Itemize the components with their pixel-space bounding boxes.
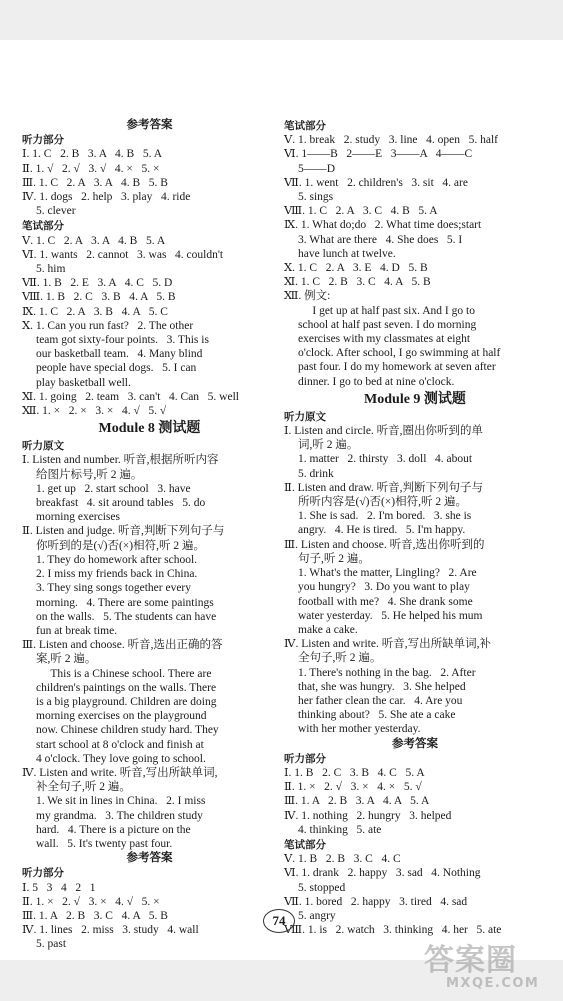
text-line: 给图片标号,听 2 遍。 xyxy=(36,468,143,481)
text-line: water yesterday. 5. He helped his mum xyxy=(298,609,483,622)
text-line: football with me? 4. She drank some xyxy=(298,595,473,608)
text-line: Ⅶ. 1. bored 2. happy 3. tired 4. sad xyxy=(284,895,468,908)
section-heading: 听力原文 xyxy=(284,410,326,423)
text-line: Ⅻ. 1. × 2. × 3. × 4. √ 5. √ xyxy=(22,405,167,418)
text-line: 句子,听 2 遍。 xyxy=(298,552,370,565)
text-line: Ⅱ. Listen and judge. 听音,判断下列句子与 xyxy=(22,525,225,538)
text-line: 3. What are there 4. She does 5. I xyxy=(298,233,463,246)
text-line: Ⅶ. 1. B 2. E 3. A 4. C 5. D xyxy=(22,277,173,290)
text-line: Ⅵ. 1. wants 2. cannot 3. was 4. couldn't xyxy=(22,248,224,261)
text-line: Ⅷ. 1. is 2. watch 3. thinking 4. her 5. ate xyxy=(284,924,502,937)
text-line: Ⅲ. 1. C 2. A 3. A 4. B 5. B xyxy=(22,176,168,189)
text-line: dinner. I go to bed at nine o'clock. xyxy=(298,375,455,388)
text-line: make a cake. xyxy=(298,623,358,636)
text-line: with her mother yesterday. xyxy=(298,723,421,736)
text-line: you hungry? 3. Do you want to play xyxy=(298,581,470,594)
text-line: morning exercises xyxy=(36,511,120,524)
text-line: wall. 5. It's twenty past four. xyxy=(36,837,173,850)
watermark-logo xyxy=(424,945,560,995)
text-line: Ⅲ. 1. A 2. B 3. C 4. A 5. B xyxy=(22,909,168,922)
text-line: 5. stopped xyxy=(298,881,346,894)
text-line: morning. 4. There are some paintings xyxy=(36,596,214,609)
text-line: Ⅺ. 1. C 2. B 3. C 4. A 5. B xyxy=(284,276,431,289)
text-line: 4 o'clock. They love going to school. xyxy=(36,752,206,765)
section-heading: 参考答案 xyxy=(392,737,438,750)
text-line: Ⅵ. 1. drank 2. happy 3. sad 4. Nothing xyxy=(284,867,481,880)
text-line: 补全句子,听 2 遍。 xyxy=(36,781,131,794)
text-line: Ⅲ. Listen and choose. 听音,选出你听到的 xyxy=(284,538,485,551)
text-line: 4. thinking 5. ate xyxy=(298,823,382,836)
text-line: on the walls. 5. The students can have xyxy=(36,610,217,623)
text-line: morning exercises on the playground xyxy=(36,710,207,723)
module-heading: Module 8 测试题 xyxy=(98,421,201,437)
section-heading: 参考答案 xyxy=(126,119,173,131)
right-column xyxy=(284,118,546,937)
text-line: Ⅹ. 1. C 2. A 3. E 4. D 5. B xyxy=(284,262,428,275)
text-line: start school at 8 o'clock and finish at xyxy=(36,738,204,751)
text-line: Ⅻ. 例文: xyxy=(284,290,331,303)
text-line: fun at break time. xyxy=(36,624,118,637)
text-line: Ⅰ. Listen and circle. 听音,圈出你听到的单 xyxy=(284,425,484,438)
text-line: 3. They sing songs together every xyxy=(36,582,192,595)
watermark-title: 答案圈 xyxy=(424,943,517,978)
text-line: Ⅸ. 1. C 2. A 3. B 4. A 5. C xyxy=(22,305,168,318)
text-line: Ⅴ. 1. break 2. study 3. line 4. open 5. half xyxy=(284,134,498,147)
text-line: angry. 4. He is tired. 5. I'm happy. xyxy=(298,524,466,537)
text-line: play basketball well. xyxy=(36,376,131,389)
answer-page xyxy=(0,40,563,960)
text-line: children's paintings on the walls. There xyxy=(36,681,217,694)
text-line: Ⅳ. 1. lines 2. miss 3. study 4. wall xyxy=(22,924,199,937)
text-line: thinking about? 5. She ate a cake xyxy=(298,709,456,722)
text-line: 5. him xyxy=(36,263,66,276)
text-line: Ⅸ. 1. What do;do 2. What time does;start xyxy=(284,219,482,232)
module-heading: Module 9 测试题 xyxy=(364,391,466,407)
text-line: Ⅰ. 1. B 2. C 3. B 4. C 5. A xyxy=(284,766,425,779)
text-line: hard. 4. There is a picture on the xyxy=(36,823,191,836)
text-line: Ⅱ. 1. × 2. √ 3. × 4. × 5. √ xyxy=(284,781,422,794)
text-line: I get up at half past six. And I go to xyxy=(298,304,475,317)
text-line: people have special dogs. 5. I can xyxy=(36,362,197,375)
text-line: 5. sings xyxy=(298,191,334,204)
text-line: 5. angry xyxy=(298,909,336,922)
text-line: 案,听 2 遍。 xyxy=(36,653,97,666)
text-line: my grandma. 3. The children study xyxy=(36,809,203,822)
text-line: Ⅷ. 1. B 2. C 3. B 4. A 5. B xyxy=(22,291,176,304)
text-line: Ⅳ. 1. nothing 2. hungry 3. helped xyxy=(284,809,452,822)
text-line: Ⅴ. 1. B 2. B 3. C 4. C xyxy=(284,853,401,866)
section-heading: 听力部分 xyxy=(22,867,64,880)
text-line: Ⅱ. 1. × 2. √ 3. × 4. √ 5. × xyxy=(22,895,160,908)
text-line: 1. She is sad. 2. I'm bored. 3. she is xyxy=(298,510,472,523)
text-line: 5. drink xyxy=(298,467,334,480)
text-line: Ⅷ. 1. C 2. A 3. C 4. B 5. A xyxy=(284,205,438,218)
section-heading: 听力部分 xyxy=(284,752,326,765)
text-line: exercises with my classmates at eight xyxy=(298,333,471,346)
section-heading: 笔试部分 xyxy=(284,120,326,132)
text-line: her father clean the car. 4. Are you xyxy=(298,694,463,707)
text-line: Ⅱ. Listen and draw. 听音,判断下列句子与 xyxy=(284,481,484,494)
section-heading: 参考答案 xyxy=(126,852,173,865)
text-line: Ⅳ. Listen and write. 听音,写出所缺单词,补 xyxy=(284,638,491,651)
text-line: 全句子,听 2 遍。 xyxy=(298,652,382,665)
text-line: that, she was hungry. 3. She helped xyxy=(298,680,466,693)
text-line: Ⅺ. 1. going 2. team 3. can't 4. Can 5. well xyxy=(22,390,239,403)
text-line: school at half past seven. I do morning xyxy=(298,318,477,331)
text-line: past four. I do my homework at seven after xyxy=(298,361,496,374)
text-line: Ⅳ. Listen and write. 听音,写出所缺单词, xyxy=(22,766,218,779)
text-line: 1. What's the matter, Lingling? 2. Are xyxy=(298,567,477,580)
text-line: now. Chinese children study hard. They xyxy=(36,724,219,737)
text-line: o'clock. After school, I go swimming at half xyxy=(298,347,501,360)
text-line: Ⅳ. 1. dogs 2. help 3. play 4. ride xyxy=(22,191,191,204)
text-line: team got sixty-four points. 3. This is xyxy=(36,334,209,347)
text-line: our basketball team. 4. Many blind xyxy=(36,348,203,361)
left-column xyxy=(22,118,277,952)
text-line: Ⅶ. 1. went 2. children's 3. sit 4. are xyxy=(284,176,468,189)
text-line: Ⅲ. Listen and choose. 听音,选出正确的答 xyxy=(22,639,223,652)
text-line: is a big playground. Children are doing xyxy=(36,695,217,708)
section-heading: 笔试部分 xyxy=(284,838,326,851)
text-line: This is a Chinese school. There are xyxy=(36,667,212,680)
text-line: 所听内容是(√)否(×)相符,听 2 遍。 xyxy=(298,496,467,509)
text-line: 1. get up 2. start school 3. have xyxy=(36,482,191,495)
text-line: 1. We sit in lines in China. 2. I miss xyxy=(36,795,206,808)
text-line: 你听到的是(√)否(×)相符,听 2 遍。 xyxy=(36,539,205,552)
text-line: Ⅴ. 1. C 2. A 3. A 4. B 5. A xyxy=(22,234,166,247)
text-line: 1. There's nothing in the bag. 2. After xyxy=(298,666,476,679)
text-line: breakfast 4. sit around tables 5. do xyxy=(36,497,206,510)
text-line: 5. clever xyxy=(36,205,76,218)
text-line: Ⅰ. 5 3 4 2 1 xyxy=(22,881,96,894)
text-line: 5. past xyxy=(36,938,67,951)
text-line: 5——D xyxy=(298,162,336,175)
text-line: Ⅱ. 1. √ 2. √ 3. √ 4. × 5. × xyxy=(22,162,160,175)
watermark-url: MXQE.COM xyxy=(446,976,540,991)
text-line: Ⅲ. 1. A 2. B 3. A 4. A 5. A xyxy=(284,795,430,808)
text-line: Ⅰ. Listen and number. 听音,根据所听内容 xyxy=(22,454,219,467)
section-heading: 听力部分 xyxy=(22,134,64,147)
text-line: have lunch at twelve. xyxy=(298,247,396,260)
text-line: Ⅹ. 1. Can you run fast? 2. The other xyxy=(22,319,194,332)
text-line: Ⅵ. 1——B 2——E 3——A 4——C xyxy=(284,148,473,161)
text-line: 2. I miss my friends back in China. xyxy=(36,568,198,581)
text-line: 1. matter 2. thirsty 3. doll 4. about xyxy=(298,453,473,466)
text-line: 词,听 2 遍。 xyxy=(298,439,359,452)
section-heading: 笔试部分 xyxy=(22,220,64,233)
text-line: 1. They do homework after school. xyxy=(36,553,198,566)
page-number: 74 xyxy=(263,909,295,933)
text-line: Ⅰ. 1. C 2. B 3. A 4. B 5. A xyxy=(22,148,163,161)
section-heading: 听力原文 xyxy=(22,440,64,453)
